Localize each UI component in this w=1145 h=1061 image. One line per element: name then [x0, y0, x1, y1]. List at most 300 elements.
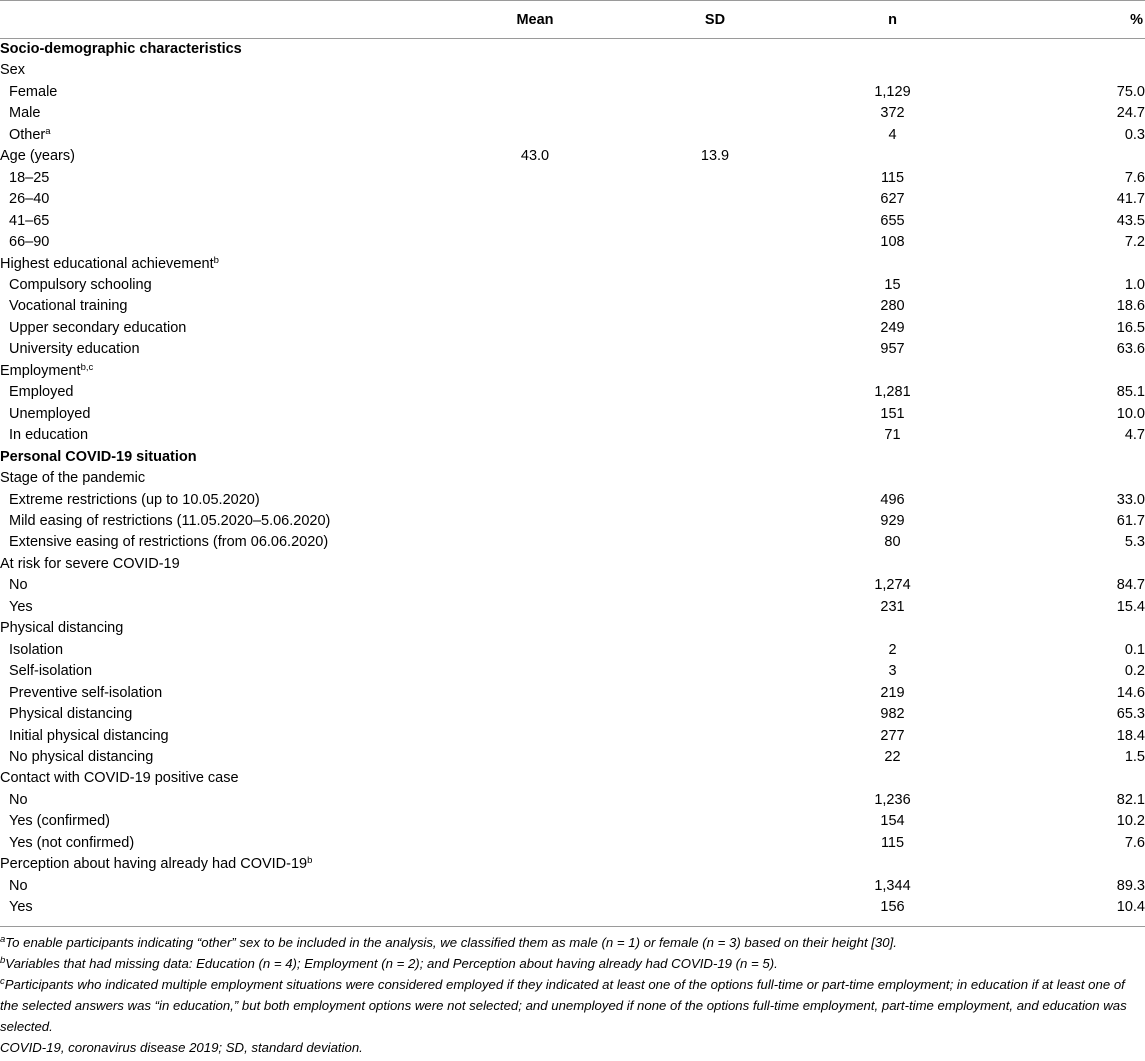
row-label-text: Extreme restrictions (up to 10.05.2020) [9, 491, 260, 508]
row-label-text: No [9, 577, 28, 594]
sd-cell [630, 704, 800, 725]
mean-cell [440, 726, 630, 747]
table-row [0, 811, 1145, 832]
mean-cell [440, 425, 630, 446]
row-label-text: 18–25 [9, 169, 50, 186]
mean-cell [440, 211, 630, 232]
row-label-text: Female [9, 83, 58, 100]
row-label [0, 640, 440, 661]
mean-cell [440, 618, 630, 639]
sd-cell [630, 747, 800, 768]
n-cell [800, 447, 985, 468]
percent-cell: 33.0 [1116, 491, 1145, 508]
n-cell: 4 [888, 126, 897, 143]
footnote-text: To enable participants indicating “other” sex to be included in the analysis, we classified them as male (n = 1) or female (n = 3) based on their height [30]. [5, 934, 897, 950]
n-cell [800, 854, 985, 875]
table-header-row [0, 1, 1145, 39]
percent-cell: 0.3 [1124, 126, 1145, 143]
row-label [0, 125, 440, 146]
table-row [0, 876, 1145, 897]
row-label-text: Yes [9, 899, 33, 916]
percent-cell: 7.6 [1124, 834, 1145, 851]
row-label [0, 275, 440, 296]
sd-cell [630, 232, 800, 253]
row-label-text: Self-isolation [9, 663, 93, 680]
percent-cell: 10.0 [1116, 405, 1145, 422]
n-cell: 957 [880, 341, 905, 358]
row-label [0, 704, 440, 725]
percent-cell: 0.2 [1124, 663, 1145, 680]
row-label [0, 683, 440, 704]
row-label [0, 361, 440, 382]
percent-cell [985, 39, 1145, 61]
row-label-text: Upper secondary education [9, 319, 187, 336]
row-label [0, 511, 440, 532]
row-label-text: Male [9, 105, 41, 122]
table-row [0, 232, 1145, 253]
percent-cell: 63.6 [1116, 341, 1145, 358]
sd-cell [630, 125, 800, 146]
mean-cell [440, 747, 630, 768]
category-row [0, 854, 1145, 875]
row-label [0, 189, 440, 210]
mean-cell [440, 189, 630, 210]
n-cell: 156 [880, 899, 905, 916]
row-label [0, 232, 440, 253]
row-label [0, 339, 440, 360]
n-cell: 154 [880, 813, 905, 830]
sd-cell [630, 382, 800, 403]
row-label [0, 39, 440, 61]
n-cell: 1,281 [874, 384, 911, 401]
percent-cell: 1.5 [1124, 748, 1145, 765]
n-cell: 249 [880, 319, 905, 336]
table-row [0, 189, 1145, 210]
table-row [0, 640, 1145, 661]
row-label-text: Contact with COVID-19 positive case [0, 770, 239, 787]
sd-cell [630, 683, 800, 704]
n-cell: 1,236 [874, 791, 911, 808]
sd-cell [630, 361, 800, 382]
footnote [0, 1037, 1145, 1058]
row-label [0, 811, 440, 832]
row-label-text: Employment [0, 362, 81, 379]
percent-cell [985, 854, 1145, 875]
category-row [0, 146, 1145, 167]
mean-cell [440, 318, 630, 339]
row-label [0, 425, 440, 446]
n-cell [800, 361, 985, 382]
n-cell: 71 [884, 427, 901, 444]
sd-cell [630, 211, 800, 232]
row-label-text: Preventive self-isolation [9, 684, 163, 701]
row-label-text: Isolation [9, 641, 64, 658]
footnote [0, 974, 1145, 1037]
mean-cell: 43.0 [520, 148, 550, 165]
row-label-text: At risk for severe COVID-19 [0, 555, 180, 572]
n-cell: 929 [880, 512, 905, 529]
mean-cell [440, 554, 630, 575]
category-row [0, 554, 1145, 575]
mean-cell [440, 125, 630, 146]
mean-cell [440, 490, 630, 511]
percent-cell: 10.2 [1116, 813, 1145, 830]
table-row [0, 382, 1145, 403]
n-cell: 655 [880, 212, 905, 229]
n-cell [800, 554, 985, 575]
row-label [0, 146, 440, 167]
percent-cell: 4.7 [1124, 427, 1145, 444]
table-row [0, 211, 1145, 232]
table-row [0, 296, 1145, 317]
n-cell: 277 [880, 727, 905, 744]
row-label [0, 468, 440, 489]
row-label-text: Yes (confirmed) [9, 813, 111, 830]
n-cell: 372 [880, 105, 905, 122]
percent-cell: 10.4 [1116, 899, 1145, 916]
category-row [0, 468, 1145, 489]
mean-cell [440, 897, 630, 918]
n-cell: 982 [880, 706, 905, 723]
table-row [0, 532, 1145, 553]
table-row [0, 511, 1145, 532]
row-label-text: Unemployed [9, 405, 91, 422]
n-cell [800, 254, 985, 275]
table-row [0, 275, 1145, 296]
row-label-text: Socio-demographic characteristics [0, 41, 242, 57]
n-cell: 115 [880, 834, 905, 851]
sd-cell [630, 490, 800, 511]
row-label-text: 41–65 [9, 212, 50, 229]
n-cell: 80 [884, 534, 901, 551]
row-label-text: Mild easing of restrictions (11.05.2020–5.06.2020) [9, 512, 331, 529]
mean-cell [440, 232, 630, 253]
row-label-text: Physical distancing [9, 706, 133, 723]
row-label [0, 597, 440, 618]
sd-cell [630, 339, 800, 360]
n-cell: 231 [880, 598, 905, 615]
sd-cell [630, 168, 800, 189]
sd-cell [630, 554, 800, 575]
mean-cell [440, 296, 630, 317]
sd-cell [630, 468, 800, 489]
mean-cell [440, 339, 630, 360]
row-label [0, 82, 440, 103]
percent-cell: 7.2 [1124, 234, 1145, 251]
sd-cell [630, 189, 800, 210]
footnote [0, 932, 1145, 953]
table-row [0, 404, 1145, 425]
footnote-text: COVID-19, coronavirus disease 2019; SD, standard deviation. [0, 1039, 363, 1055]
row-label-text: Vocational training [9, 298, 128, 315]
row-label-text: Employed [9, 384, 74, 401]
n-cell: 1,129 [874, 83, 911, 100]
n-cell: 2 [888, 641, 897, 658]
sd-cell [630, 318, 800, 339]
header-label [0, 1, 440, 39]
table-row [0, 125, 1145, 146]
mean-cell [440, 82, 630, 103]
sd-cell [630, 404, 800, 425]
sd-cell [630, 768, 800, 789]
row-label [0, 554, 440, 575]
n-cell: 280 [880, 298, 905, 315]
percent-cell: 61.7 [1116, 512, 1145, 529]
mean-cell [440, 275, 630, 296]
footnote-marker: b,c [80, 361, 94, 373]
n-cell: 1,274 [874, 577, 911, 594]
row-label-text: Stage of the pandemic [0, 470, 146, 487]
mean-cell [440, 661, 630, 682]
sd-cell [630, 511, 800, 532]
category-row [0, 60, 1145, 81]
n-cell [800, 468, 985, 489]
category-row [0, 254, 1145, 275]
table-footnotes [0, 926, 1145, 1058]
sd-cell [630, 575, 800, 596]
sd-cell: 13.9 [700, 148, 730, 165]
section-row [0, 39, 1145, 61]
sd-cell [630, 854, 800, 875]
header-mean: Mean [440, 1, 630, 39]
row-label [0, 404, 440, 425]
sd-cell [630, 103, 800, 124]
n-cell [800, 60, 985, 81]
percent-cell [985, 447, 1145, 468]
n-cell [800, 768, 985, 789]
mean-cell [440, 790, 630, 811]
row-label-text: 66–90 [9, 234, 50, 251]
n-cell: 22 [884, 748, 901, 765]
row-label-text: University education [9, 341, 140, 358]
row-label-text: No physical distancing [9, 748, 154, 765]
percent-cell: 89.3 [1116, 877, 1145, 894]
row-label [0, 833, 440, 854]
row-label [0, 103, 440, 124]
row-label-text: No [9, 877, 28, 894]
row-label [0, 254, 440, 275]
mean-cell [440, 811, 630, 832]
row-label-text: Initial physical distancing [9, 727, 169, 744]
footnote-marker: b [307, 855, 313, 867]
row-label [0, 661, 440, 682]
section-row [0, 447, 1145, 468]
n-cell [800, 618, 985, 639]
mean-cell [440, 575, 630, 596]
footnote-text: Variables that had missing data: Education (n = 4); Employment (n = 2); and Perception about having already had COVID-19 (n = 5). [5, 955, 778, 971]
row-label [0, 490, 440, 511]
percent-cell: 14.6 [1116, 684, 1145, 701]
n-cell [800, 39, 985, 61]
sd-cell [630, 876, 800, 897]
percent-cell [985, 618, 1145, 639]
sd-cell [630, 811, 800, 832]
sd-cell [630, 254, 800, 275]
sd-cell [630, 661, 800, 682]
percent-cell [985, 146, 1145, 167]
mean-cell [440, 532, 630, 553]
row-label [0, 60, 440, 81]
percent-cell [985, 468, 1145, 489]
mean-cell [440, 597, 630, 618]
sd-cell [630, 726, 800, 747]
sd-cell [630, 618, 800, 639]
mean-cell [440, 640, 630, 661]
percent-cell: 18.4 [1116, 727, 1145, 744]
mean-cell [440, 361, 630, 382]
table-row [0, 575, 1145, 596]
mean-cell [440, 382, 630, 403]
n-cell: 1,344 [874, 877, 911, 894]
table-row [0, 82, 1145, 103]
n-cell [800, 146, 985, 167]
sd-cell [630, 640, 800, 661]
row-label-text: Sex [0, 62, 25, 79]
table-row [0, 661, 1145, 682]
percent-cell: 18.6 [1116, 298, 1145, 315]
row-label [0, 532, 440, 553]
row-label [0, 726, 440, 747]
footnote-marker: b [213, 254, 219, 266]
percent-cell: 41.7 [1116, 191, 1145, 208]
table-row [0, 897, 1145, 918]
table-row [0, 597, 1145, 618]
percent-cell: 1.0 [1124, 276, 1145, 293]
n-cell: 627 [880, 191, 905, 208]
row-label [0, 768, 440, 789]
row-label [0, 876, 440, 897]
n-cell: 108 [880, 234, 905, 251]
n-cell: 219 [880, 684, 905, 701]
row-label-text: Physical distancing [0, 620, 124, 637]
sd-cell [630, 833, 800, 854]
percent-cell: 0.1 [1124, 641, 1145, 658]
mean-cell [440, 254, 630, 275]
mean-cell [440, 404, 630, 425]
percent-cell: 85.1 [1116, 384, 1145, 401]
table-row [0, 747, 1145, 768]
footnote-mark: a [0, 933, 6, 945]
n-cell: 3 [888, 663, 897, 680]
footnote-mark: b [0, 954, 6, 966]
mean-cell [440, 876, 630, 897]
percent-cell [985, 361, 1145, 382]
row-label [0, 854, 440, 875]
row-label-text: Extensive easing of restrictions (from 06.06.2020) [9, 534, 329, 551]
table-row [0, 168, 1145, 189]
category-row [0, 768, 1145, 789]
sd-cell [630, 425, 800, 446]
mean-cell [440, 854, 630, 875]
row-label [0, 618, 440, 639]
footnote-text: Participants who indicated multiple employment situations were considered employed if they indicated at least one of the options full-time or part-time employment; in education if at least one of the selected answers was “in education,” but both employment options were not selected; and unemployed if none of the options full-time employment, part-time employment, and education was selected. [0, 976, 1127, 1034]
percent-cell: 75.0 [1116, 83, 1145, 100]
mean-cell [440, 683, 630, 704]
mean-cell [440, 103, 630, 124]
n-cell: 151 [880, 405, 905, 422]
mean-cell [440, 511, 630, 532]
sd-cell [630, 275, 800, 296]
n-cell: 15 [884, 276, 901, 293]
row-label [0, 897, 440, 918]
sd-cell [630, 82, 800, 103]
row-label [0, 747, 440, 768]
sd-cell [630, 532, 800, 553]
row-label-text: Personal COVID-19 situation [0, 448, 197, 465]
table-row [0, 683, 1145, 704]
sd-cell [630, 60, 800, 81]
table-row [0, 425, 1145, 446]
footnote [0, 953, 1145, 974]
percent-cell [985, 768, 1145, 789]
percent-cell: 15.4 [1116, 598, 1145, 615]
footnote-mark: c [0, 975, 5, 987]
row-label [0, 575, 440, 596]
row-label [0, 211, 440, 232]
mean-cell [440, 447, 630, 468]
table-row [0, 318, 1145, 339]
mean-cell [440, 168, 630, 189]
percent-cell [985, 554, 1145, 575]
table-row [0, 103, 1145, 124]
row-label [0, 296, 440, 317]
sd-cell [630, 296, 800, 317]
sd-cell [630, 39, 800, 61]
percent-cell [985, 254, 1145, 275]
n-cell: 115 [880, 169, 905, 186]
row-label-text: Perception about having already had COVID-19 [0, 856, 308, 873]
row-label-text: No [9, 791, 28, 808]
sd-cell [630, 447, 800, 468]
table-body [0, 39, 1145, 919]
table-row [0, 339, 1145, 360]
mean-cell [440, 60, 630, 81]
row-label-text: Age (years) [0, 148, 75, 165]
percent-cell: 24.7 [1116, 105, 1145, 122]
row-label [0, 168, 440, 189]
mean-cell [440, 768, 630, 789]
table-row [0, 790, 1145, 811]
percent-cell: 82.1 [1116, 791, 1145, 808]
row-label-text: Yes (not confirmed) [9, 834, 135, 851]
percent-cell: 16.5 [1116, 319, 1145, 336]
percent-cell: 65.3 [1116, 706, 1145, 723]
header-percent: % [985, 1, 1145, 39]
footnote-marker: a [45, 125, 51, 137]
row-label [0, 447, 440, 468]
sd-cell [630, 897, 800, 918]
header-n: n [800, 1, 985, 39]
mean-cell [440, 468, 630, 489]
table-row [0, 704, 1145, 725]
sd-cell [630, 597, 800, 618]
table-row [0, 490, 1145, 511]
header-sd: SD [630, 1, 800, 39]
table-row [0, 833, 1145, 854]
sd-cell [630, 790, 800, 811]
mean-cell [440, 833, 630, 854]
percent-cell: 84.7 [1116, 577, 1145, 594]
category-row [0, 361, 1145, 382]
row-label [0, 790, 440, 811]
row-label-text: Other [9, 126, 46, 143]
mean-cell [440, 39, 630, 61]
percent-cell: 43.5 [1116, 212, 1145, 229]
row-label-text: Yes [9, 598, 33, 615]
row-label [0, 382, 440, 403]
row-label [0, 318, 440, 339]
percent-cell: 5.3 [1124, 534, 1145, 551]
